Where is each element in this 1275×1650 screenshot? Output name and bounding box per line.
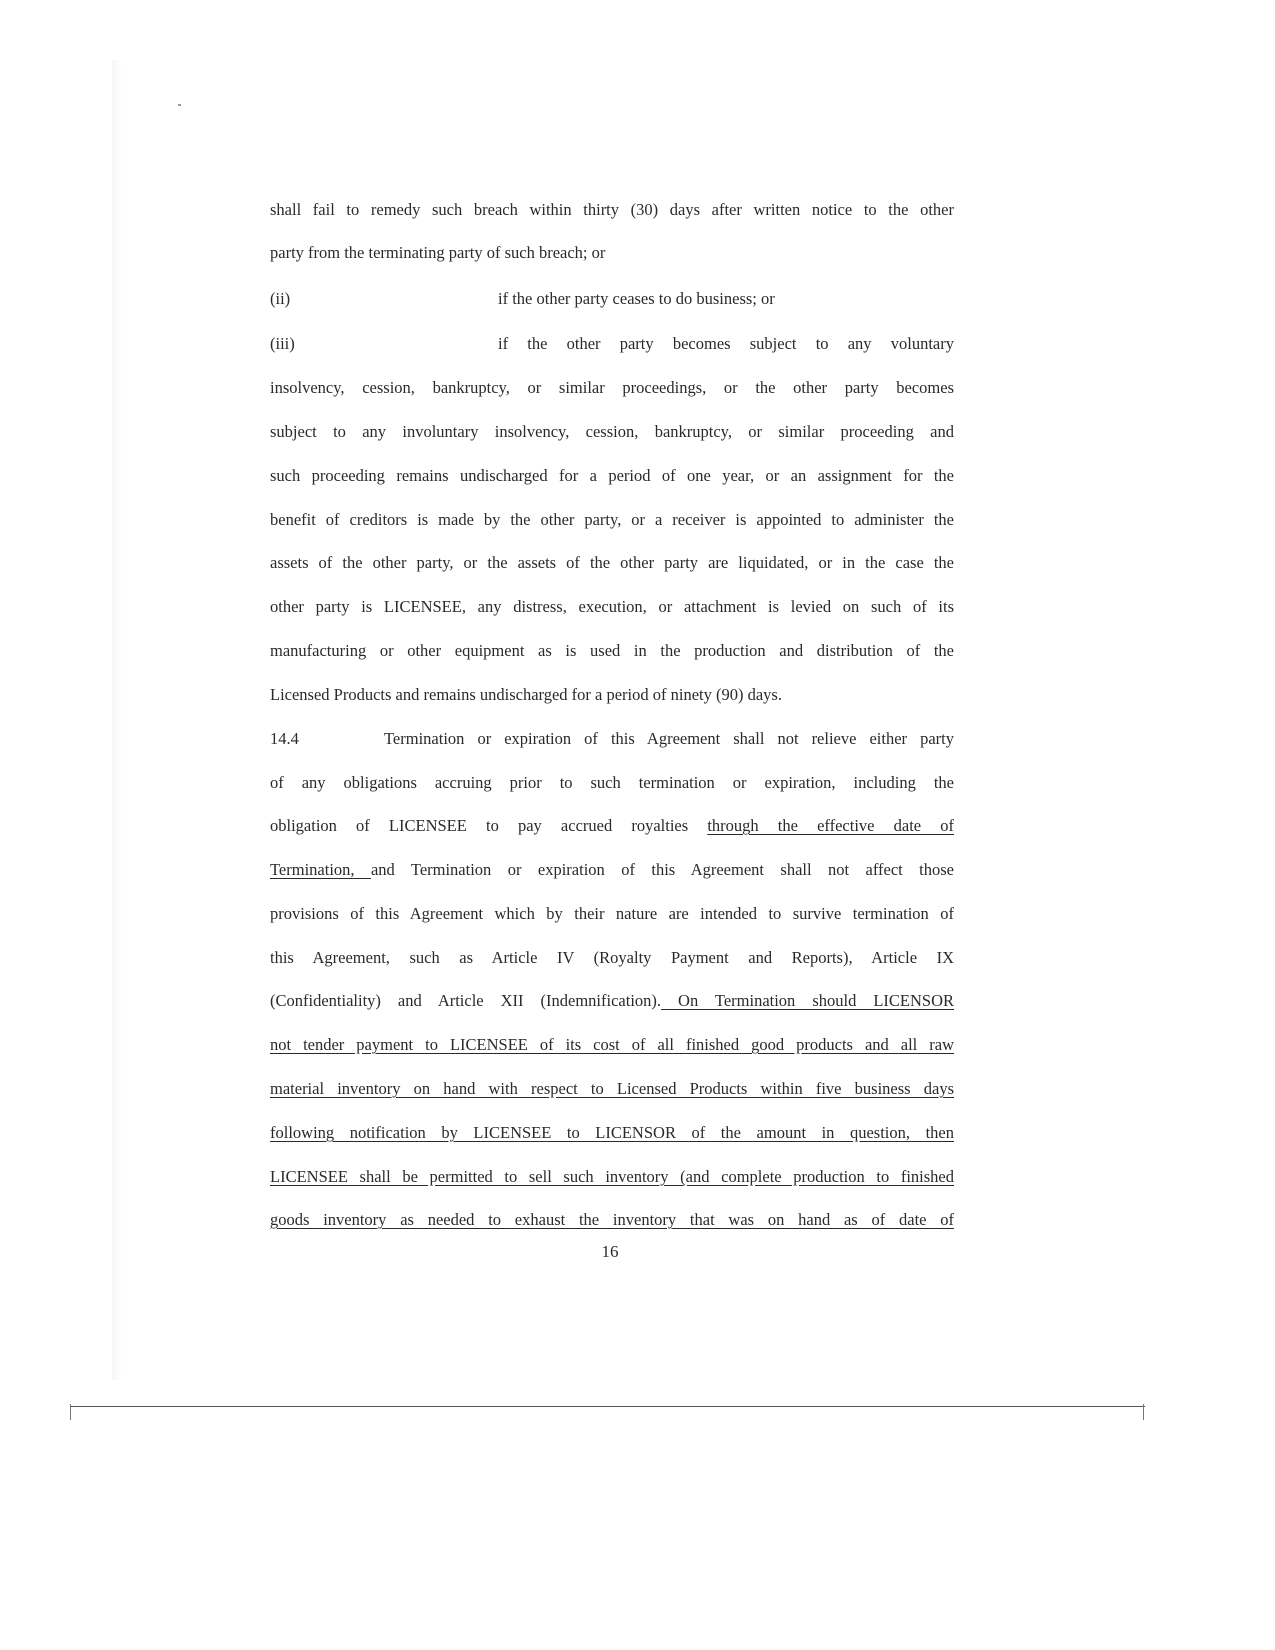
list-text: if the other party ceases to do business; or — [498, 289, 775, 308]
section-text: Termination or expiration of this Agreement shall not relieve either party — [384, 729, 954, 748]
text-line — [270, 858, 954, 882]
list-text: if the other party becomes subject to any voluntary — [498, 334, 954, 353]
text-line: assets of the other party, or the assets of the other party are liquidated, or in the case the — [270, 553, 954, 572]
text-line: this Agreement, such as Article IV (Royalty Payment and Reports), Article IX — [270, 948, 954, 967]
scan-edge-shadow — [112, 60, 122, 1380]
text-line: such proceeding remains undischarged for a period of one year, or an assignment for the — [270, 466, 954, 485]
underlined-line: not tender payment to LICENSEE of its cost of all finished good products and all raw — [270, 1035, 954, 1054]
page-bottom-rule — [70, 1406, 1145, 1407]
underlined-line: material inventory on hand with respect to Licensed Products within five business days — [270, 1079, 954, 1098]
text-line: Licensed Products and remains undischarged for a period of ninety (90) days. — [270, 685, 782, 704]
scan-speck — [178, 104, 181, 106]
text-line: benefit of creditors is made by the other party, or a receiver is appointed to administer the — [270, 510, 954, 529]
list-item-iii — [270, 332, 954, 356]
underlined-line: LICENSEE shall be permitted to sell such inventory (and complete production to finished — [270, 1167, 954, 1186]
page-number: 16 — [601, 1242, 619, 1261]
list-item-ii — [270, 287, 954, 311]
text-line: other party is LICENSEE, any distress, execution, or attachment is levied on such of its — [270, 597, 954, 616]
section-14-4 — [270, 727, 954, 751]
rule-tick-left — [70, 1404, 71, 1420]
list-label: (ii) — [270, 289, 291, 308]
rule-tick-right — [1143, 1404, 1144, 1420]
text-line: subject to any involuntary insolvency, cession, bankruptcy, or similar proceeding and — [270, 422, 954, 441]
underlined-line: following notification by LICENSEE to LICENSOR of the amount in question, then — [270, 1123, 954, 1142]
text-line — [270, 814, 954, 838]
text-line: party from the terminating party of such breach; or — [270, 243, 606, 262]
underlined-line: goods inventory as needed to exhaust the inventory that was on hand as of date of — [270, 1210, 954, 1229]
plain-text: (Confidentiality) and Article XII (Indemnification). — [270, 991, 662, 1010]
list-label: (iii) — [270, 334, 295, 353]
text-line: shall fail to remedy such breach within thirty (30) days after written notice to the other — [270, 200, 954, 219]
plain-text: obligation of LICENSEE to pay accrued royalties — [270, 816, 708, 835]
text-line: provisions of this Agreement which by their nature are intended to survive termination of — [270, 904, 954, 923]
underlined-text: On Termination should LICENSOR — [661, 991, 954, 1010]
underlined-text: Termination, — [270, 860, 371, 879]
text-line: of any obligations accruing prior to such termination or expiration, including the — [270, 773, 954, 792]
text-line: insolvency, cession, bankruptcy, or similar proceedings, or the other party becomes — [270, 378, 954, 397]
section-number: 14.4 — [270, 729, 299, 748]
underlined-text: through the effective date of — [707, 816, 954, 835]
text-line — [270, 989, 954, 1013]
plain-text: and Termination or expiration of this Agreement shall not affect those — [370, 860, 954, 879]
text-line: manufacturing or other equipment as is used in the production and distribution of the — [270, 641, 954, 660]
